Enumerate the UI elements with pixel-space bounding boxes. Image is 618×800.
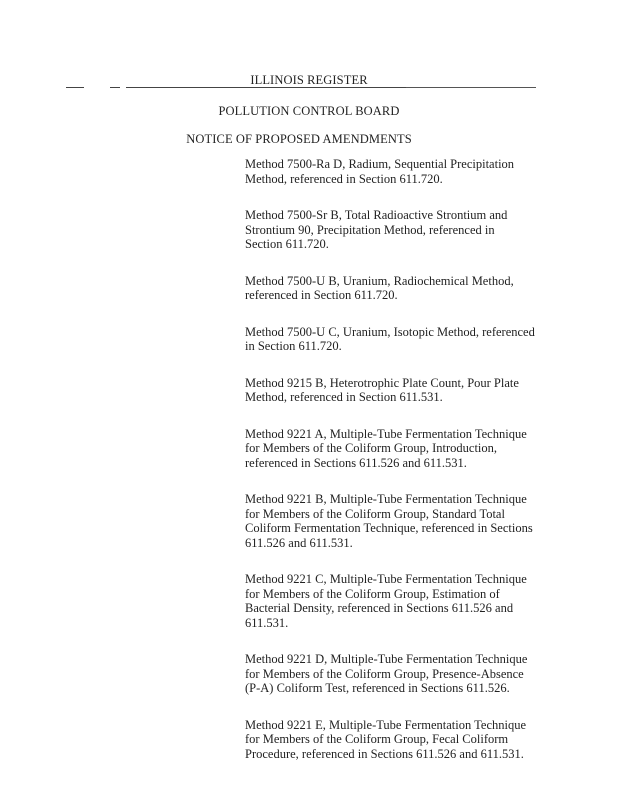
board-title: POLLUTION CONTROL BOARD: [218, 104, 400, 118]
method-entry: Method 7500-U B, Uranium, Radiochemical Method, referenced in Section 611.720.: [245, 273, 514, 302]
method-entry: Method 7500-Sr B, Total Radioactive Strontium and Strontium 90, Precipitation Method, referenced in Section 611.720.: [245, 208, 508, 251]
method-entry: Method 9215 B, Heterotrophic Plate Count, Pour Plate Method, referenced in Section 611.531.: [245, 375, 519, 404]
method-entry: Method 9221 A, Multiple-Tube Fermentation Technique for Members of the Coliform Group, Introduction, referenced in Sections 611.526 and 611.531.: [245, 426, 527, 470]
method-entry: Method 9221 D, Multiple-Tube Fermentation Technique for Members of the Coliform Group, Presence-Absence (P-A) Coliform Test, referenced in Sections 611.526.: [245, 652, 528, 695]
register-title: ILLINOIS REGISTER: [250, 73, 368, 87]
method-entry: Method 9221 E, Multiple-Tube Fermentation Technique for Members of the Coliform Group, Fecal Coliform Procedure, referenced in Sections 611.526 and 611.531.: [245, 717, 527, 761]
method-entry: Method 7500-Ra D, Radium, Sequential Precipitation Method, referenced in Section 611.720.: [245, 157, 515, 186]
method-entry: Method 9221 B, Multiple-Tube Fermentation Technique for Members of the Coliform Group, Standard Total Coliform Fermentation Technique, referenced in Sections 611.526 and 611.531.: [245, 492, 533, 550]
method-entry: Method 7500-U C, Uranium, Isotopic Method, referenced in Section 611.720.: [245, 324, 535, 353]
method-entry: Method 9221 C, Multiple-Tube Fermentation Technique for Members of the Coliform Group, Estimation of Bacterial Density, referenced in Sections 611.526 and 611.531.: [245, 572, 527, 630]
notice-title: NOTICE OF PROPOSED AMENDMENTS: [186, 132, 412, 146]
method-list: [245, 157, 535, 783]
